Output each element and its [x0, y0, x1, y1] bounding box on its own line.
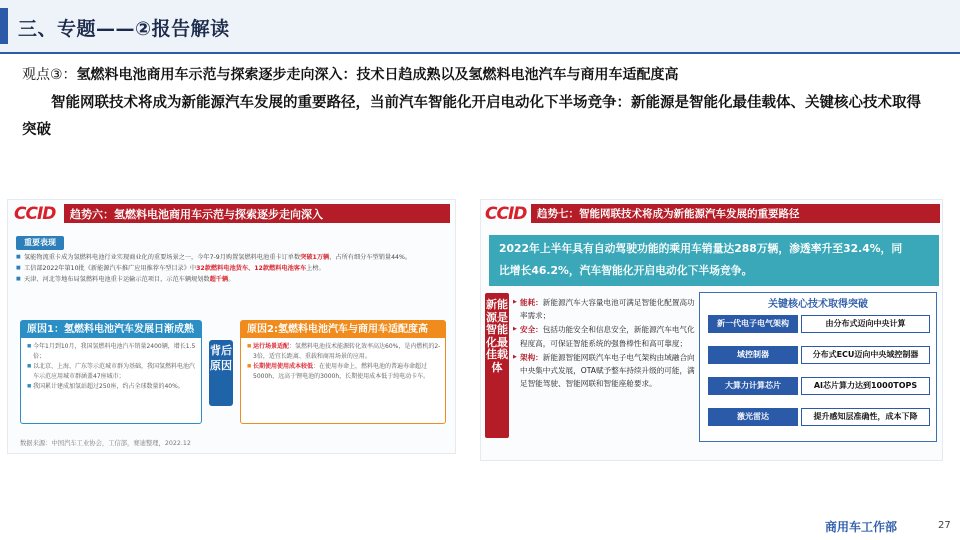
bullet-item [16, 263, 444, 274]
slide-header-title: 趋势七：智能网联技术将成为新能源汽车发展的重要路径 [537, 208, 800, 220]
title-accent [0, 8, 8, 44]
title-divider [0, 52, 960, 54]
reason-one-title: 原因1：氢燃料电池汽车发展日渐成熟 [21, 321, 201, 338]
vertical-label: 新能源是智能化最佳载体 [485, 293, 509, 438]
tech-progress: 由分布式迈向中央计算 [801, 315, 930, 333]
tech-progress: 提升感知层准确性，成本下降 [801, 408, 930, 426]
reason-two-list [247, 342, 441, 382]
tech-name: 新一代电子电气架构 [708, 315, 798, 333]
ccid-logo: CCID [14, 204, 56, 224]
bullet-text: ，占所有细分车型销量44%。 [329, 254, 412, 261]
banner-line: 2022年上半年具有自动驾驶功能的乘用车销量达288万辆，渗透率升至32.4%，同 [499, 242, 903, 255]
key-tech-row [708, 346, 930, 364]
reason-key: 长期使用使用成本较低 [253, 363, 314, 370]
bullet-highlight: 突破1万辆 [300, 254, 330, 261]
bullet-item [16, 252, 444, 263]
reason-text: ：氢燃料电池技术能源转化效率高达60%，是内燃机的2-3倍，适宜长距离、重载和商用场景的应用。 [253, 343, 441, 360]
center-label: 背后原因 [209, 340, 233, 406]
reason-key: 运行场景适配 [253, 343, 290, 350]
slide-header-bar [531, 204, 940, 223]
slide-thumbnail-trend-six [7, 199, 456, 454]
key-tech-row [708, 408, 930, 426]
item-key: 架构： [520, 352, 543, 362]
item-text: 包括功能安全和信息安全，新能源汽车电气化程度高，可保证智能系统的强鲁棒性和高可靠度； [520, 325, 695, 348]
section-tag: 重要表现 [16, 236, 64, 250]
tech-name: 激光雷达 [708, 408, 798, 426]
item-key: 能耗： [520, 298, 543, 307]
page-title: 三、专题——②报告解读 [18, 18, 230, 40]
reason-one-box [20, 320, 202, 424]
item-text: 新能源智能网联汽车电子电气架构由域融合向中央集中式发展，OTA赋予整车持续升级的可能，满足智能驾驶、智能网联和智能座舱要求。 [520, 352, 695, 389]
highlight-banner [489, 235, 939, 286]
reason-two-title: 原因2:氢燃料电池汽车与商用车适配度高 [241, 321, 445, 338]
key-tech-row [708, 377, 930, 395]
reason-item: ■ 我国累计建成加氢站超过250座，约占全球数量的40%。 [27, 382, 197, 392]
bullet-text: 。 [228, 276, 235, 283]
tech-progress: 分布式ECU迈向中央域控制器 [801, 346, 930, 364]
tech-progress: AI芯片算力达到1000TOPS [801, 377, 930, 395]
list-item [513, 323, 695, 349]
reason-text: ：在使用寿命上，燃料电池的普遍寿命超过5000h，远高于锂电池的3000h，长期使用成本低于纯电动卡车。 [253, 363, 430, 380]
ccid-logo: CCID [485, 204, 527, 224]
viewpoint-text: 氢燃料电池商用车示范与探索逐步走向深入：技术日趋成熟以及氢燃料电池汽车与商用车适配度高 [76, 67, 679, 83]
item-text: 新能源汽车大容量电池可满足智能化配置高功率需求； [520, 298, 695, 321]
list-item [513, 296, 695, 322]
banner-line: 比增长46.2%，汽车智能化开启电动化下半场竞争。 [499, 264, 753, 277]
summary-paragraph: 智能网联技术将成为新能源汽车发展的重要路径，当前汽车智能化开启电动化下半场竞争：新能源是智能化最佳载体、关键核心技术取得突破 [22, 95, 921, 138]
slide-header-title: 趋势六：氢燃料电池商用车示范与探索逐步走向深入 [70, 208, 323, 221]
performance-bullets [16, 252, 444, 285]
page-number: 27 [938, 520, 951, 531]
slide-thumbnail-trend-seven [480, 199, 943, 461]
item-key: 安全： [520, 325, 543, 335]
department-label: 商用车工作部 [825, 520, 898, 534]
bullet-text: 上榜。 [306, 265, 325, 272]
reason-item: ■ 以北京、上海、广东等示范城市群为基础，我国氢燃料电池汽车示范应用城市群涵盖47座城市； [27, 362, 197, 381]
tech-name: 大算力计算芯片 [708, 377, 798, 395]
viewpoint-label: 观点③： [22, 67, 77, 83]
reason-item [247, 342, 441, 361]
tech-name: 域控制器 [708, 346, 798, 364]
slide-header-bar [64, 204, 450, 223]
key-tech-row [708, 315, 930, 333]
data-source-note: 数据来源：中国汽车工业协会，工信部，赛迪整理，2022.12 [20, 440, 191, 447]
reason-two-box [240, 320, 446, 424]
carrier-reasons-list [513, 296, 695, 391]
key-tech-title: 关键核心技术取得突破 [768, 299, 868, 310]
reason-item: ■ 今年1月到10月，我国氢燃料电池汽车销量2400辆，增长1.5倍； [27, 342, 197, 361]
key-tech-panel [699, 292, 937, 442]
bullet-highlight: 超千辆 [209, 276, 229, 283]
bullet-item [16, 274, 444, 285]
bullet-text: 天津、河北等地布局氢燃料电池重卡运输示范项目，示范车辆规划数 [24, 276, 210, 283]
reason-one-list [27, 342, 197, 393]
bullet-highlight: 32款燃料电池货车、12款燃料电池客车 [196, 265, 307, 272]
bullet-text: 工信部2022年第10批《新能源汽车推广应用推荐车型目录》中 [24, 265, 197, 272]
viewpoint-line [22, 64, 679, 84]
list-item [513, 351, 695, 391]
bullet-text: 氢能物流重卡成为氢燃料电池行业实现商业化的重要场景之一，今年7-9月购置氢燃料电池重卡订单数 [24, 254, 301, 261]
title-bar [0, 0, 960, 52]
reason-item [247, 362, 441, 381]
